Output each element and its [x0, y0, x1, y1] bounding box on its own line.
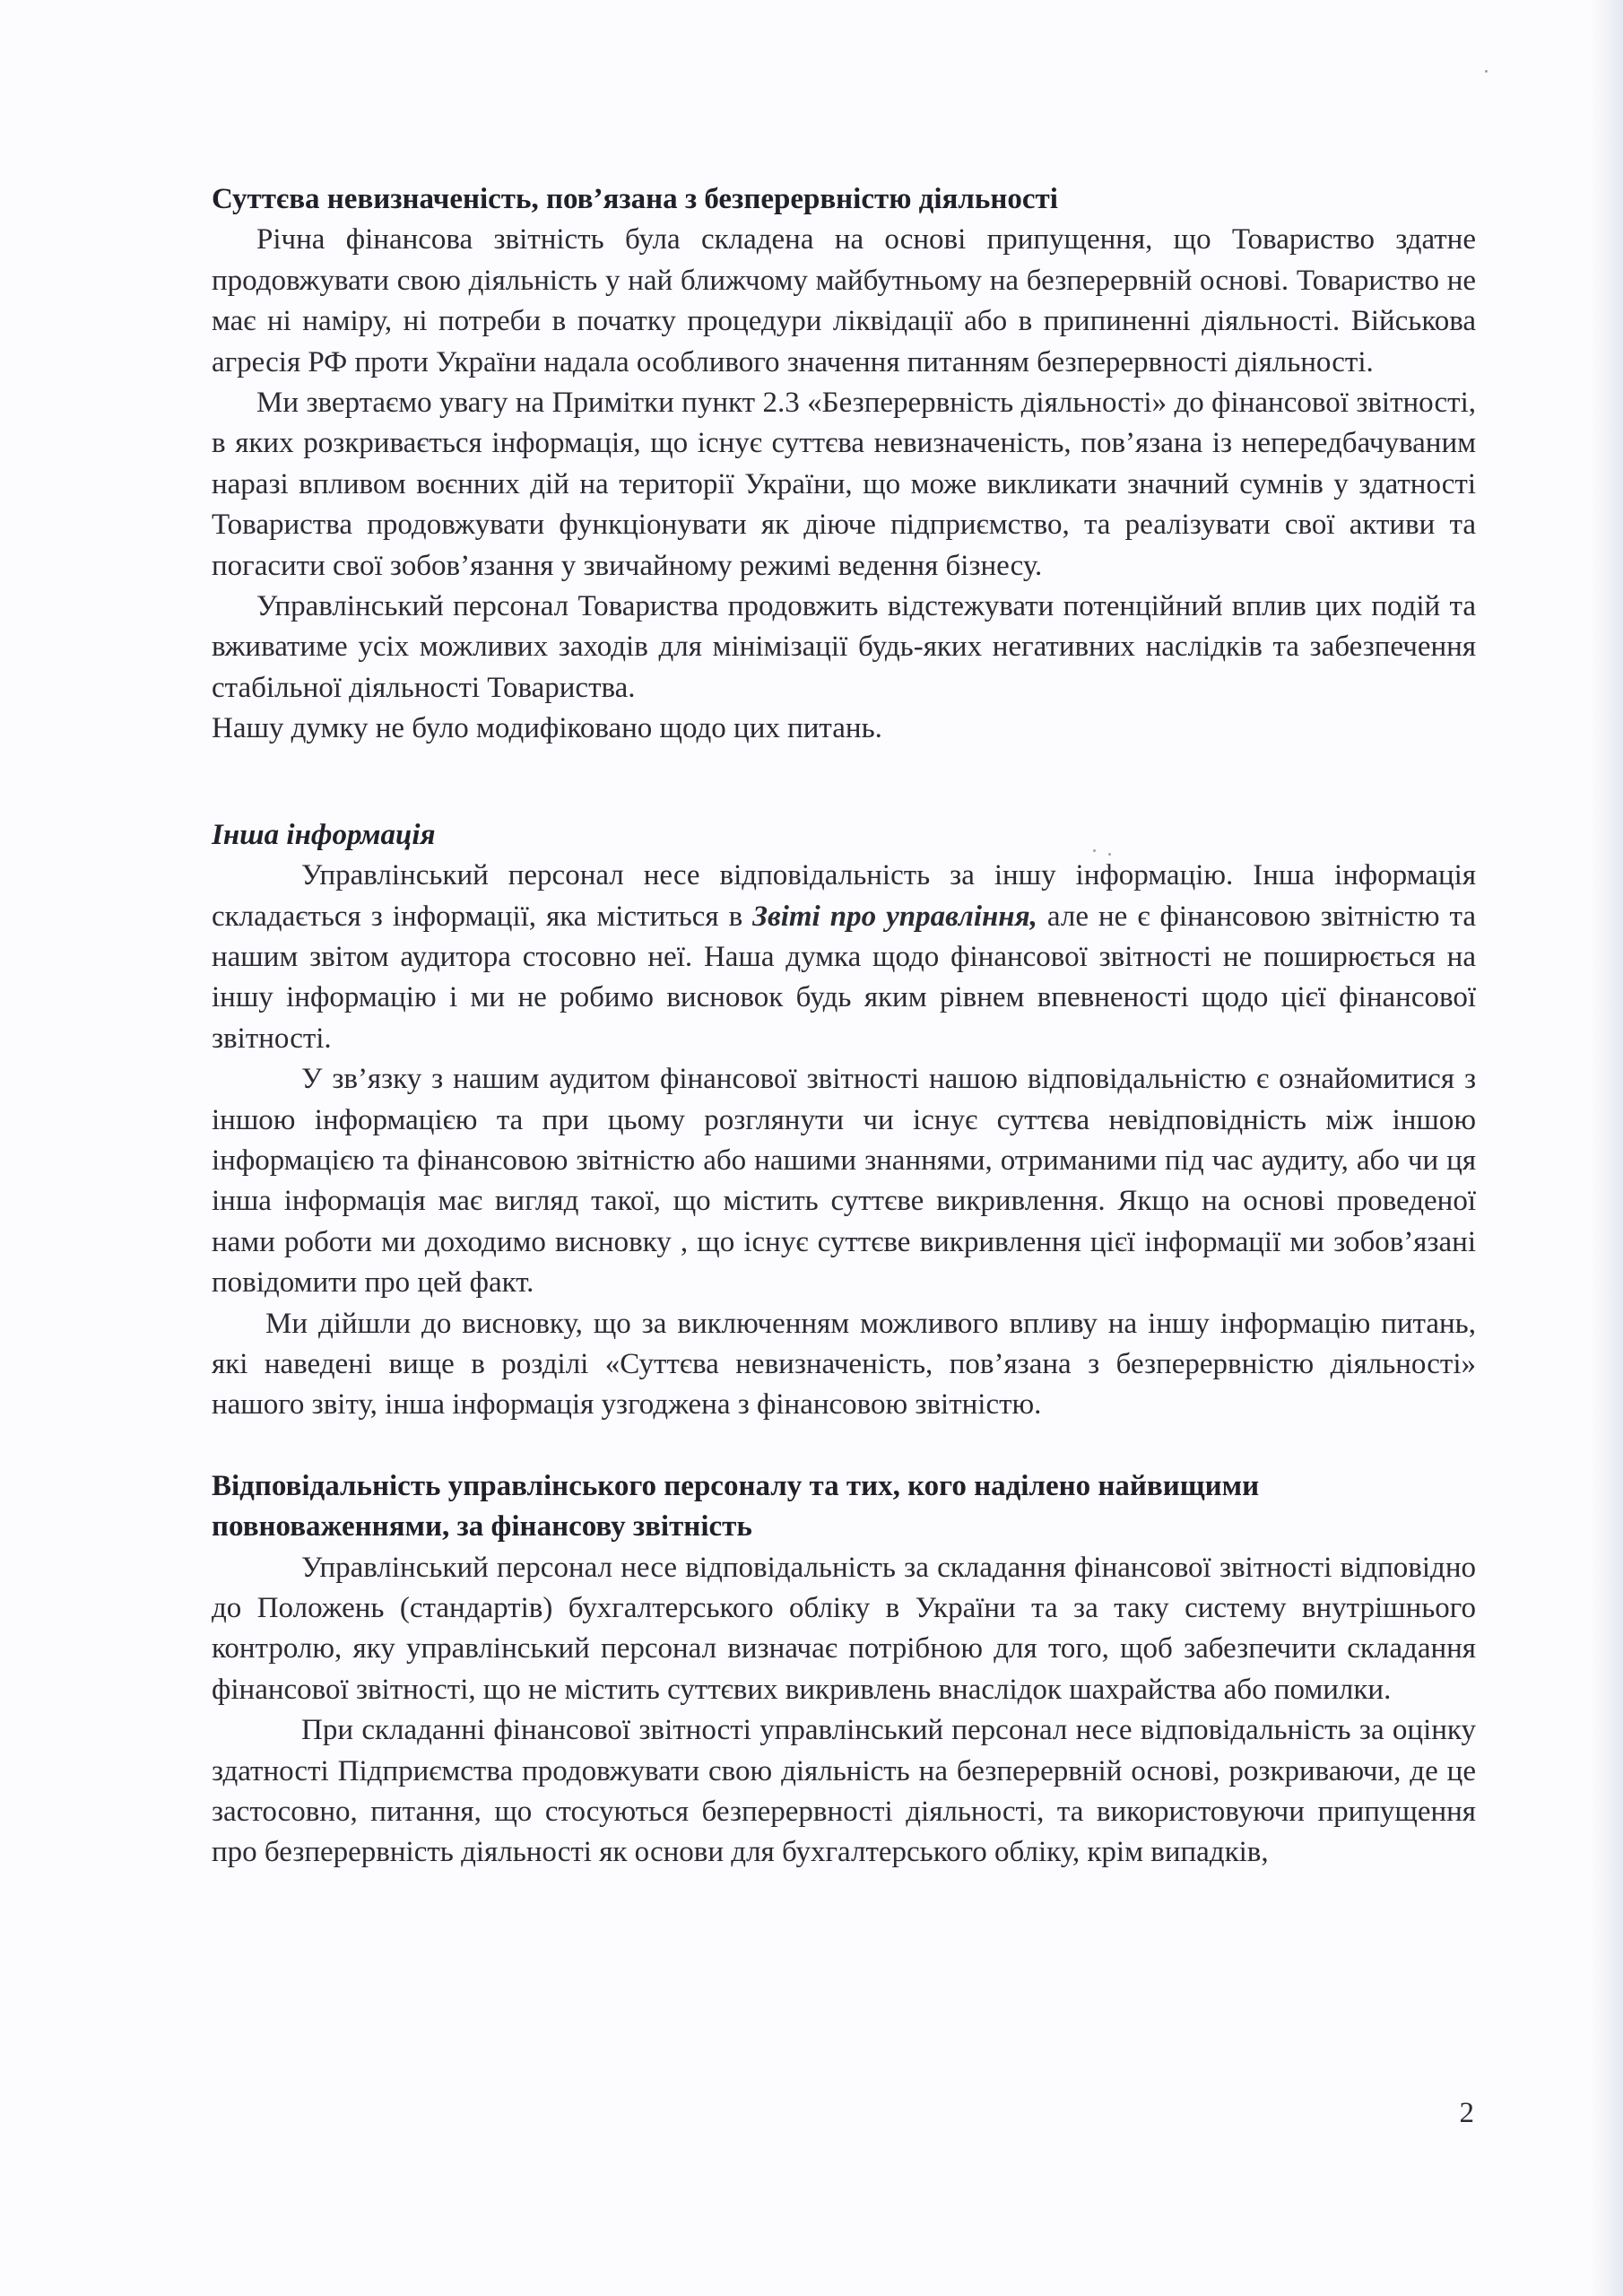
section-heading-going-concern: Суттєва невизначеність, пов’язана з безперервністю діяльності	[212, 183, 1058, 215]
scan-speck	[1093, 849, 1096, 852]
spacer	[212, 750, 1476, 790]
paragraph-text: Управлінський персонал несе відповідальність за іншу інформацію. Інша інформація складається з інформації, яка міститься в	[212, 859, 1476, 933]
spacer	[212, 1426, 1476, 1466]
paragraph	[212, 856, 1476, 1059]
paragraph-text: але не є фінансовою звітністю та нашим звітом аудитора стосовно неї. Наша думка щодо фінансової звітності не поширюється на іншу інформацію і ми не робимо висновок будь яким рівнем впевненості щодо цієї фінансової звітності.	[212, 900, 1476, 1055]
paragraph: Управлінський персонал Товариства продовжить відстежувати потенційний вплив цих подій та вживатиме усіх можливих заходів для мінімізації будь-яких негативних наслідків та забезпечення стабільної діяльності Товариства.	[212, 590, 1476, 704]
paragraph: При складанні фінансової звітності управлінський персонал несе відповідальність за оцінку здатності Підприємства продовжувати свою діяльність на безперервній основі, розкриваючи, де це застосовно, питання, що стосуються безперервності діяльності, та використовуючи припущення про безперервність діяльності як основи для бухгалтерського обліку, крім випадків,	[212, 1714, 1476, 1869]
paragraph: У зв’язку з нашим аудитом фінансової звітності нашою відповідальністю є ознайомитися з іншою інформацією та при цьому розглянути чи існує суттєва невідповідність між іншою інформацією та фінансовою звітністю або нашими знаннями, отриманими під час аудиту, або чи ця інша інформація має вигляд такої, що містить суттєве викривлення. Якщо на основі проведеної нами роботи ми доходимо висновку , що існує суттєве викривлення цієї інформації ми зобов’язані повідомити про цей факт.	[212, 1063, 1476, 1300]
document-body	[212, 179, 1476, 1874]
paragraph: Річна фінансова звітність була складена на основі припущення, що Товариство здатне продовжувати свою діяльність у най ближчому майбутньому на безперервній основі. Товариство не має ні наміру, ні потреби в початку процедури ліквідації або в припиненні діяльності. Військова агресія РФ проти України надала особливого значення питанням безперервності діяльності.	[212, 223, 1476, 378]
spacer	[212, 790, 1476, 815]
page-edge-shadow	[1593, 0, 1623, 2296]
paragraph: Ми дійшли до висновку, що за виключенням можливого впливу на іншу інформацію питань, які наведені вище в розділі «Суттєва невизначеність, пов’язана з безперервністю діяльності» нашого звіту, інша інформація узгоджена з фінансовою звітністю.	[212, 1307, 1476, 1422]
page-number: 2	[1459, 2097, 1474, 2129]
management-report-reference: Звіті про управління,	[752, 900, 1037, 933]
scan-speck	[1485, 70, 1488, 73]
section-heading-management-responsibility: Відповідальність управлінського персоналу та тих, кого наділено найвищими повноваженнями, за фінансову звітність	[212, 1469, 1260, 1544]
paragraph: Управлінський персонал несе відповідальність за складання фінансової звітності відповідно до Положень (стандартів) бухгалтерського обліку в України та за таку систему внутрішнього контролю, яку управлінський персонал визначає потрібною для того, щоб забезпечити складання фінансової звітності, що не містить суттєвих викривлень внаслідок шахрайства або помилки.	[212, 1551, 1476, 1706]
paragraph: Нашу думку не було модифіковано щодо цих питань.	[212, 712, 882, 745]
section-heading-other-information: Інша інформація	[212, 818, 436, 851]
scan-speck	[1108, 853, 1111, 856]
paragraph: Ми звертаємо увагу на Примітки пункт 2.3 «Безперервність діяльності» до фінансової звітності, в яких розкривається інформація, що існує суттєва невизначеність, пов’язана із непередбачуваним наразі впливом воєнних дій на території України, що може викликати значний сумнів у здатності Товариства продовжувати функціонувати як діюче підприємство, та реалізувати свої активи та погасити свої зобов’язання у звичайному режимі ведення бізнесу.	[212, 387, 1476, 582]
